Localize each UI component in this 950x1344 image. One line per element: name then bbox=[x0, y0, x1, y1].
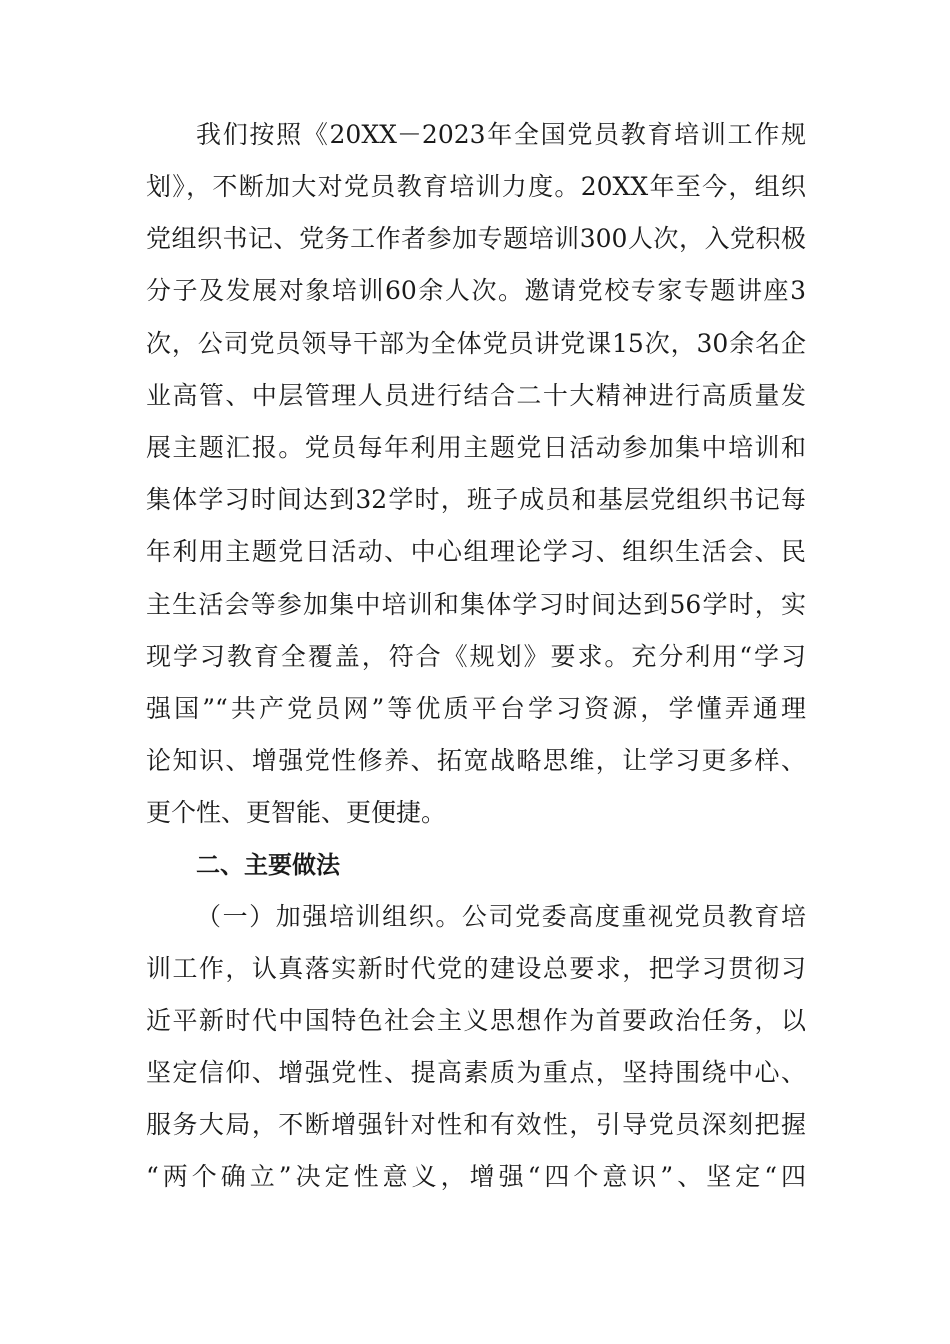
paragraph-line: 坚定信仰、增强党性、提高素质为重点，坚持围绕中心、 bbox=[146, 1058, 806, 1087]
paragraph-line: 主生活会等参加集中培训和集体学习时间达到56学时，实 bbox=[146, 590, 806, 619]
paragraph-line: 近平新时代中国特色社会主义思想作为首要政治任务，以 bbox=[146, 1006, 806, 1035]
paragraph-line: 训工作，认真落实新时代党的建设总要求，把学习贯彻习 bbox=[146, 954, 806, 983]
paragraph-line: 划》，不断加大对党员教育培训力度。20XX年至今，组织 bbox=[146, 172, 806, 201]
paragraph-line: 论知识、增强党性修养、拓宽战略思维，让学习更多样、 bbox=[146, 746, 806, 775]
paragraph-line: 集体学习时间达到32学时，班子成员和基层党组织书记每 bbox=[146, 485, 806, 514]
paragraph-line: 服务大局，不断增强针对性和有效性，引导党员深刻把握 bbox=[146, 1110, 806, 1139]
paragraph-line: “两个确立”决定性意义，增强“四个意识”、坚定“四 bbox=[146, 1162, 806, 1191]
paragraph-line: 分子及发展对象培训60余人次。邀请党校专家专题讲座3 bbox=[146, 276, 806, 305]
paragraph-line: 党组织书记、党务工作者参加专题培训300人次，入党积极 bbox=[146, 224, 806, 253]
paragraph-line: 强国”“共产党员网”等优质平台学习资源，学懂弄通理 bbox=[146, 694, 806, 723]
paragraph-line: 更个性、更智能、更便捷。 bbox=[146, 798, 447, 827]
paragraph-line: （一）加强培训组织。公司党委高度重视党员教育培 bbox=[196, 902, 806, 931]
paragraph-line: 年利用主题党日活动、中心组理论学习、组织生活会、民 bbox=[146, 537, 806, 566]
paragraph-line: 我们按照《20XX－2023年全国党员教育培训工作规 bbox=[196, 120, 806, 149]
section-heading: 二、主要做法 bbox=[196, 851, 340, 879]
paragraph-line: 展主题汇报。党员每年利用主题党日活动参加集中培训和 bbox=[146, 433, 806, 462]
paragraph-line: 次，公司党员领导干部为全体党员讲党课15次，30余名企 bbox=[146, 329, 806, 358]
paragraph-line: 现学习教育全覆盖，符合《规划》要求。充分利用“学习 bbox=[146, 642, 806, 671]
paragraph-line: 业高管、中层管理人员进行结合二十大精神进行高质量发 bbox=[146, 381, 806, 410]
